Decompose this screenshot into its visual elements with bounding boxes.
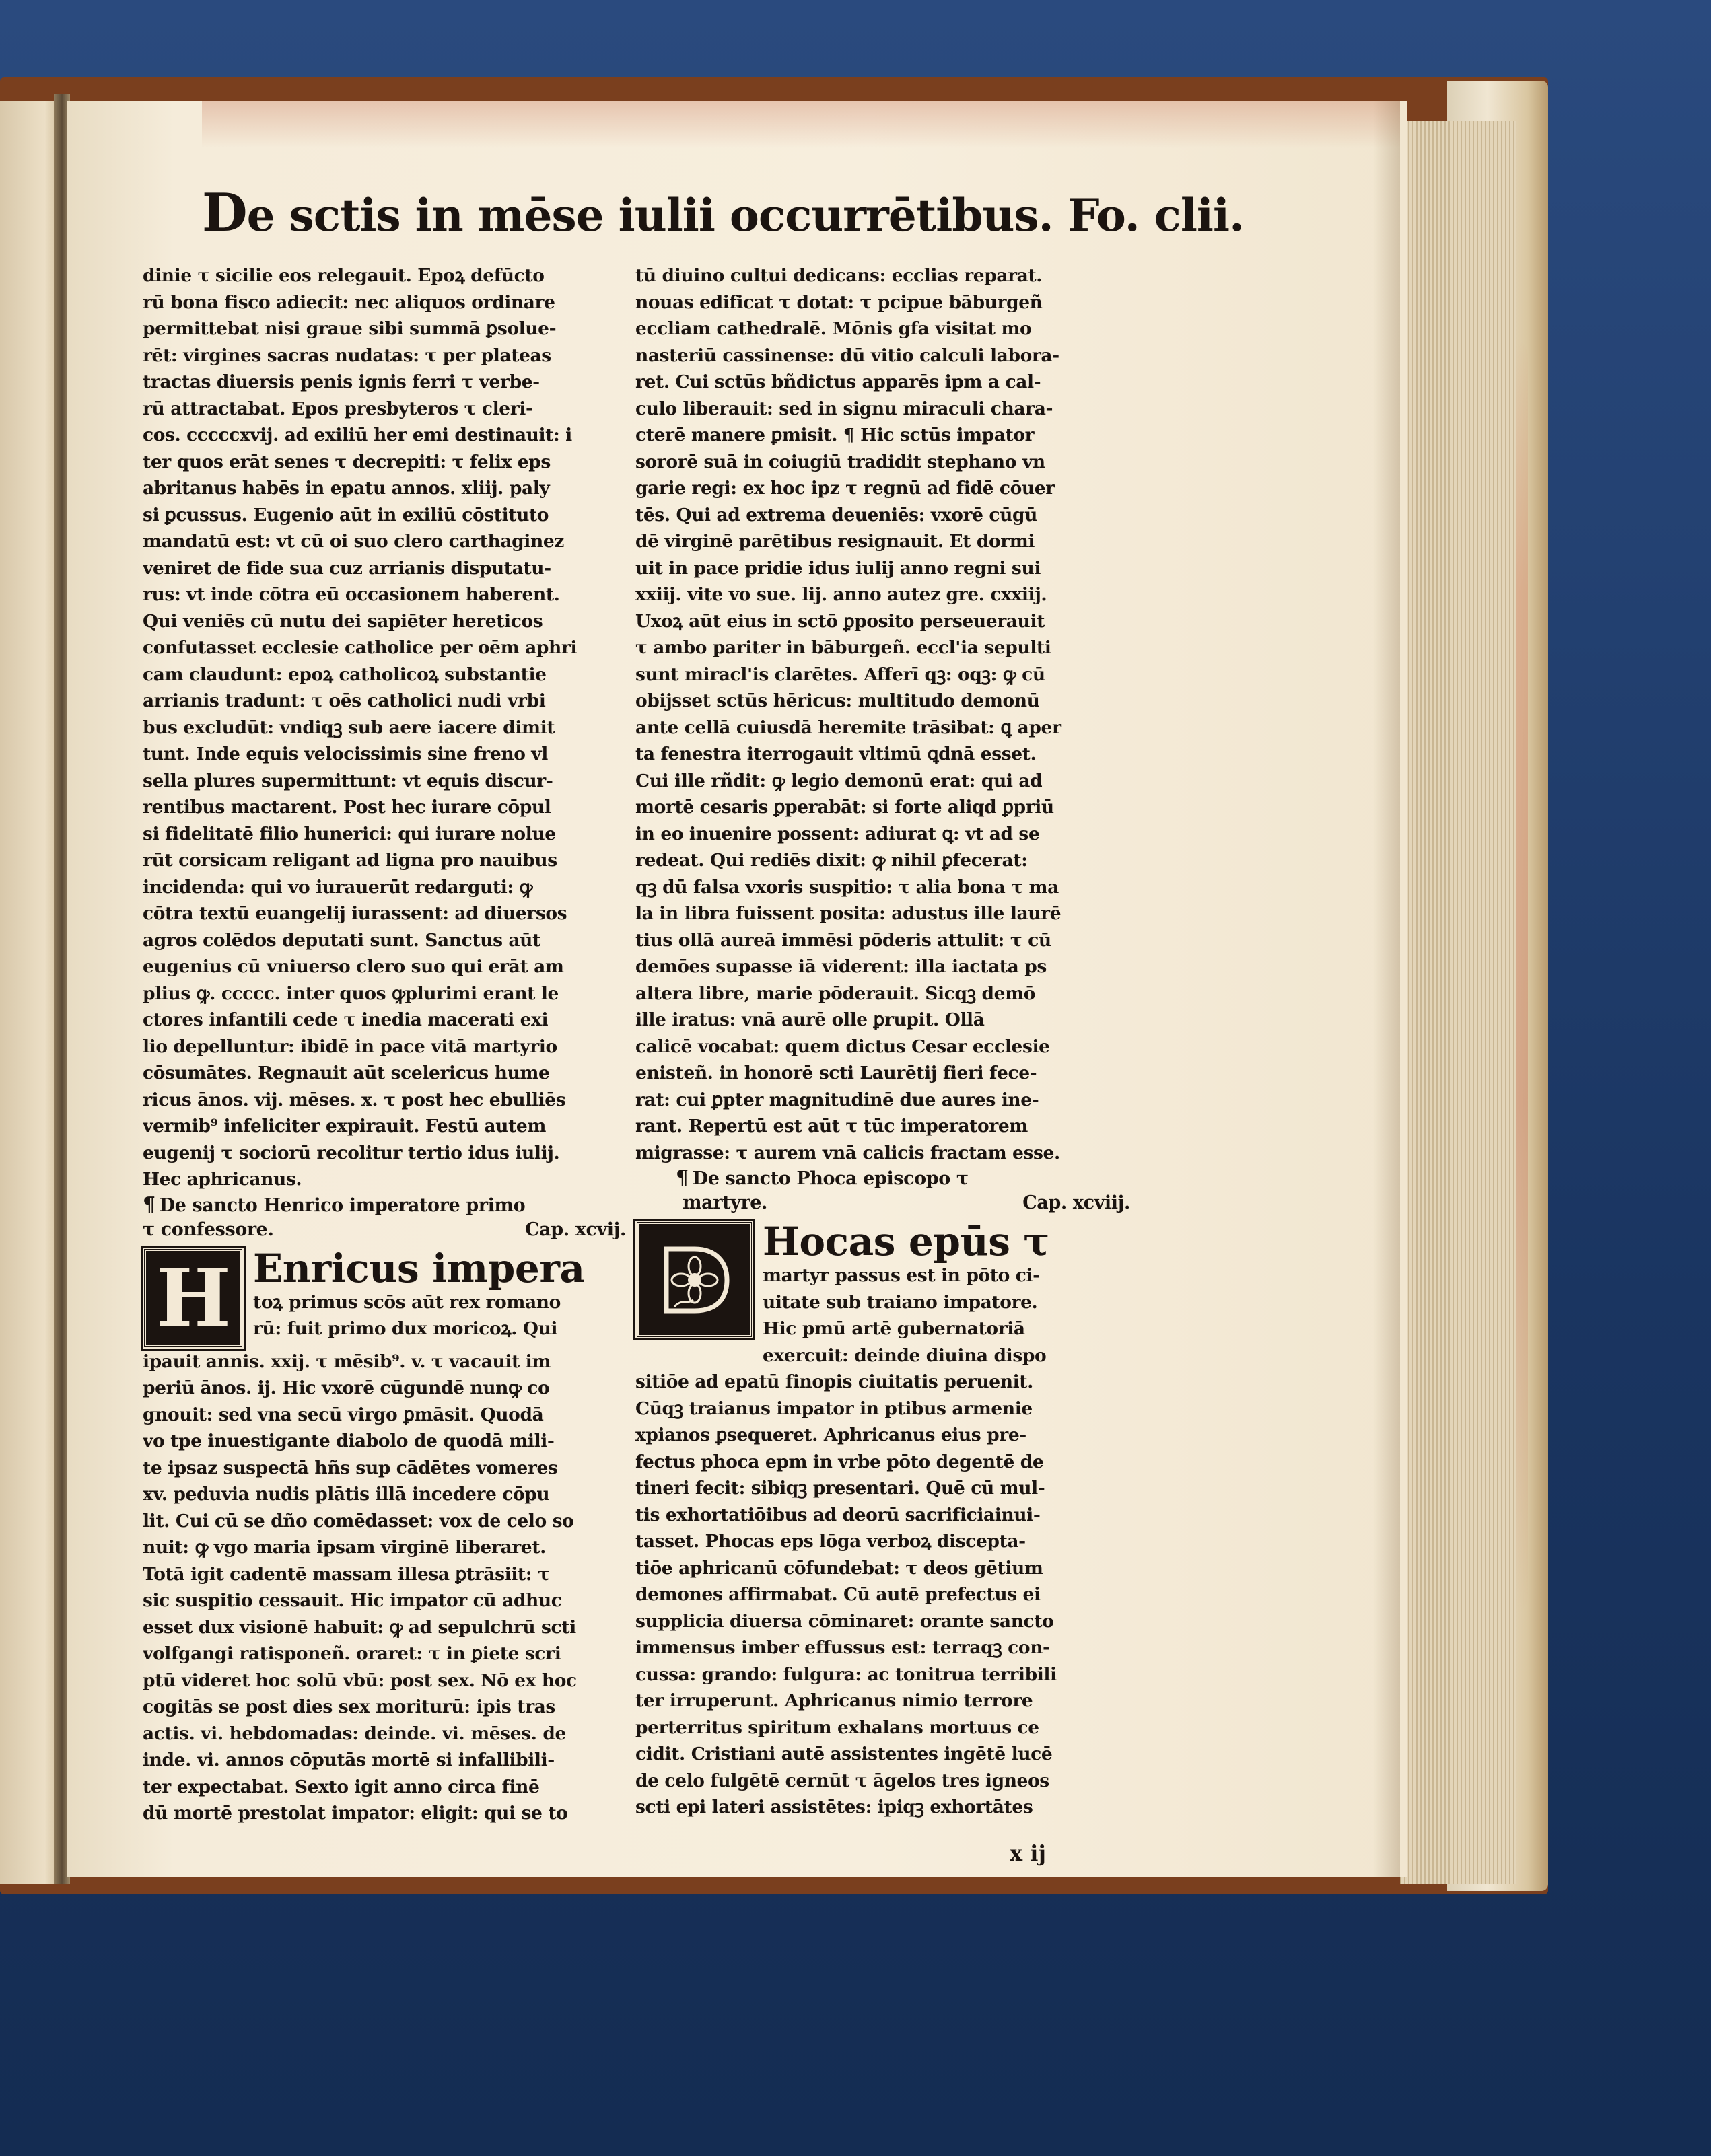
text-line: xpianos ꝑsequeret. Aphricanus eius pre- — [635, 1425, 1026, 1445]
text-line: Totā igit cadentē massam illesa ꝑtrāsiit: τ — [143, 1563, 550, 1585]
text-line: xv. peduvia nudis plātis illā incedere cōpu — [143, 1484, 550, 1505]
text-line: bus excludūt: vndiqꝫ sub aere iacere dimit — [143, 717, 555, 738]
running-head-text: e sctis in mēse iulii occurrētibus. Fo. clii. — [246, 189, 1245, 242]
text-line: uit in pace pridie idus iulij anno regni sui — [635, 557, 1041, 579]
text-line: ptū videret hoc solū vbū: post sex. Nō ex hoc — [143, 1669, 577, 1691]
page-stack-edge — [1400, 121, 1516, 1884]
text-line: si fidelitatē filio hunerici: qui iurare nolue — [143, 823, 556, 845]
text-line: eugenius cū vniuerso clero suo qui erāt am — [143, 956, 564, 977]
text-line: sitiōe ad epatū finopis ciuitatis peruenit. — [635, 1371, 1033, 1392]
text-line: rūt corsicam religant ad ligna pro nauibus — [143, 850, 557, 871]
text-line: te ipsaz suspectā hñs sup cādētes vomeres — [143, 1457, 558, 1478]
text-line: rū bona fisco adiecit: nec aliquos ordinare — [143, 291, 555, 313]
text-line: migrasse: τ aurem vnā calicis fractam esse. — [635, 1142, 1060, 1163]
left-column — [143, 262, 626, 1827]
right-column — [635, 262, 1130, 1821]
text-line: dū mortē prestolat impator: eligit: qui se to — [143, 1803, 568, 1824]
text-line: τ ambo pariter in bāburgeñ. eccl'ia sepulti — [635, 637, 1051, 658]
pilcrow-icon: ¶ — [143, 1192, 155, 1217]
text-line: la in libra fuissent posita: adustus ille laurē — [635, 903, 1061, 924]
text-line: Cūqꝫ traianus impator in ptibus armenie — [635, 1398, 1033, 1419]
text-line: Cui ille rñdit: ꝙ legio demonū erat: qui ad — [635, 770, 1043, 791]
text-line: xxiij. vite vo sue. lij. anno autez gre. cxxiij. — [635, 584, 1047, 605]
page-edge-shadow — [1373, 101, 1400, 1877]
decorated-initial-h: H — [143, 1248, 244, 1349]
page-top-stain — [202, 101, 1400, 148]
text-line: culo liberauit: sed in signu miraculi chara- — [635, 398, 1053, 419]
text-line: nouas edificat τ dotat: τ pcipue bāburgeñ — [635, 291, 1043, 313]
text-line: Uxoꝝ aūt eius in sctō ꝑposito perseuerauit — [635, 610, 1045, 632]
left-opening-word: Enricus impera — [253, 1245, 585, 1291]
text-line: de celo fulgētē cernūt τ āgelos tres igneos — [635, 1770, 1049, 1791]
text-line: ipauit annis. xxij. τ mēsib⁹. v. τ vacauit im — [143, 1351, 551, 1372]
text-line: ter quos erāt senes τ decrepiti: τ felix eps — [143, 451, 551, 472]
text-line: cussa: grando: fulgura: ac tonitrua terribili — [635, 1663, 1057, 1685]
text-line: tineri fecit: sibiqꝫ presentari. Quē cū mul- — [635, 1478, 1045, 1499]
text-line: si ꝑcussus. Eugenio aūt in exiliū cōstituto — [143, 504, 549, 526]
left-column-text-top — [143, 262, 626, 1193]
text-line: ta fenestra iterrogauit vltimū ꝗdnā esset. — [635, 744, 1037, 764]
text-line: mortē cesaris ꝑperabāt: si forte aliqd ꝑpriū — [635, 797, 1054, 818]
right-chapter-heading-cont: martyre. Cap. xcviij. — [635, 1191, 1130, 1215]
text-line: cidit. Cristiani autē assistentes ingētē lucē — [635, 1744, 1053, 1764]
text-line: Hic pmū artē gubernatoriā — [763, 1318, 1025, 1339]
signature-mark: x ij — [1010, 1840, 1046, 1866]
text-line: nasteriū cassinense: dū vitio calculi labora- — [635, 345, 1059, 366]
text-line: perterritus spiritum exhalans mortuus ce — [635, 1717, 1039, 1738]
text-line: ter irruperunt. Aphricanus nimio terrore — [635, 1690, 1033, 1711]
left-initial-text — [253, 1245, 585, 1349]
decorated-initial-d — [635, 1221, 753, 1338]
text-line: in eo inuenire possent: adiurat ꝗ: vt ad se — [635, 823, 1040, 845]
text-line: cos. cccccxvij. ad exiliū her emi destinauit: i — [143, 425, 572, 445]
text-line: immensus imber effussus est: terraqꝫ con- — [635, 1637, 1050, 1658]
left-initial-block — [143, 1245, 626, 1349]
text-line: ante cellā cuiusdā heremite trāsibat: ꝗ aper — [635, 717, 1061, 738]
text-line: enisteñ. in honorē scti Laurētij fieri fece- — [635, 1063, 1037, 1083]
text-line: plius ꝙ. ccccc. inter quos ꝙplurimi erant le — [143, 982, 559, 1004]
text-line: ret. Cui sctūs bñdictus apparēs ipm a cal- — [635, 371, 1041, 392]
text-line: rū attractabat. Epos presbyteros τ cleri- — [143, 398, 533, 419]
text-line: ter expectabat. Sexto igit anno circa finē — [143, 1776, 540, 1797]
flower-ornament-icon — [654, 1239, 735, 1320]
left-chapter-heading: ¶ De sancto Henrico imperatore primo — [143, 1192, 526, 1217]
text-line: ille iratus: vnā aurē olle ꝑrupit. Ollā — [635, 1009, 985, 1030]
text-line: sunt miracl'is clarētes. Afferī qꝫ: oqꝫ: ꝙ cū — [635, 663, 1045, 685]
text-line: cogitās se post dies sex moriturū: ipis tras — [143, 1696, 555, 1717]
text-line: uitate sub traiano impatore. — [763, 1291, 1038, 1313]
text-line: calicē vocabat: quem dictus Cesar ecclesie — [635, 1036, 1050, 1057]
text-line: demōes supasse iā viderent: illa iactata ps — [635, 956, 1047, 977]
text-line: redeat. Qui rediēs dixit: ꝙ nihil ꝑfecerat: — [635, 850, 1028, 871]
text-line: supplicia diuersa cōminaret: orante sancto — [635, 1610, 1054, 1632]
text-line: sella plures supermittunt: vt equis discur- — [143, 770, 553, 791]
right-chapter-number: Cap. xcviij. — [1022, 1192, 1130, 1213]
text-line: cterē manere ꝑmisit. ¶ Hic sctūs impator — [635, 425, 1035, 445]
text-line: dē virginē parētibus resignauit. Et dormi — [635, 531, 1035, 552]
text-line: altera libre, marie pōderauit. Sicqꝫ demō — [635, 982, 1036, 1004]
text-line: periū ānos. ij. Hic vxorē cūgundē nunꝙ co — [143, 1377, 550, 1398]
running-head — [202, 182, 1245, 244]
text-line: rū: fuit primo dux moricoꝝ. Qui — [253, 1318, 558, 1339]
text-line: sic suspitio cessauit. Hic impator cū adhuc — [143, 1590, 562, 1611]
text-line: inde. vi. annos cōputās mortē si infallibili- — [143, 1750, 555, 1770]
text-line: gnouit: sed vna secū virgo ꝑmāsit. Quodā — [143, 1404, 544, 1425]
text-line: tasset. Phocas eps lōga verboꝝ discepta- — [635, 1531, 1026, 1552]
text-line: abritanus habēs in epatu annos. xliij. paly — [143, 478, 550, 499]
right-initial-block — [635, 1221, 1130, 1369]
right-opening-word: Hocas epūs τ — [763, 1219, 1049, 1264]
text-line: tēs. Qui ad extrema deueniēs: vxorē cūgū — [635, 504, 1037, 526]
pilcrow-icon: ¶ — [676, 1166, 689, 1190]
text-line: obijsset sctūs hēricus: multitudo demonū — [635, 690, 1040, 711]
text-line: qꝫ dū falsa vxoris suspitio: τ alia bona τ ma — [635, 876, 1059, 898]
text-line: rat: cui ꝑpter magnitudinē due aures ine- — [635, 1089, 1039, 1110]
text-line: eccliam cathedralē. Mōnis gfa visitat mo — [635, 318, 1032, 339]
text-line: rant. Repertū est aūt τ tūc imperatorem — [635, 1116, 1028, 1137]
text-line: mandatū est: vt cū oi suo clero carthaginez — [143, 531, 564, 552]
left-column-text-bottom — [143, 1349, 626, 1827]
text-line: tractas diuersis penis ignis ferri τ verbe- — [143, 371, 540, 392]
right-column-text-top — [635, 262, 1130, 1166]
text-line: lio depelluntur: ibidē in pace vitā martyrio — [143, 1036, 557, 1057]
right-initial-text — [763, 1221, 1049, 1369]
text-line: cōtra textū euangelij iurassent: ad diuersos — [143, 903, 567, 924]
text-line: dinie τ sicilie eos relegauit. Epoꝝ defūcto — [143, 265, 545, 286]
text-line: incidenda: qui vo iurauerūt redarguti: ꝙ — [143, 876, 533, 898]
right-column-text-bottom — [635, 1369, 1130, 1821]
text-line: scti epi lateri assistētes: ipiqꝫ exhortātes — [635, 1797, 1033, 1818]
right-chapter-heading: ¶ De sancto Phoca episcopo τ — [676, 1166, 969, 1190]
text-line: nuit: ꝙ vgo maria ipsam virginē liberaret. — [143, 1537, 546, 1558]
left-chapter-heading-cont: τ confessore. Cap. xcvij. — [143, 1218, 626, 1242]
text-line: vermib⁹ infeliciter expirauit. Festū autem — [143, 1116, 546, 1137]
left-initial-lines — [253, 1289, 585, 1342]
text-line: martyr passus est in pōto ci- — [763, 1265, 1040, 1286]
text-line: ricus ānos. vij. mēses. x. τ post hec ebulliēs — [143, 1089, 566, 1110]
text-line: ctores infantili cede τ inedia macerati exi — [143, 1009, 549, 1030]
text-line: exercuit: deinde diuina dispo — [763, 1344, 1047, 1366]
text-line: fectus phoca epm in vrbe pōto degentē de — [635, 1451, 1044, 1472]
running-head-initial: D — [202, 182, 247, 244]
text-line: tunt. Inde equis velocissimis sine freno vl — [143, 744, 548, 764]
left-chapter-number: Cap. xcvij. — [525, 1219, 626, 1240]
text-line: vo tpe inuestigante diabolo de quodā mili- — [143, 1431, 555, 1451]
text-line: garie regi: ex hoc ipz τ regnū ad fidē cōuer — [635, 478, 1055, 499]
text-line: sororē suā in coiugiū tradidit stephano vn — [635, 451, 1045, 472]
text-line: tius ollā aureā immēsi pōderis attulit: τ cū — [635, 929, 1051, 951]
text-line: permittebat nisi graue sibi summā ꝑsolue- — [143, 318, 557, 339]
text-line: tū diuino cultui dedicans: ecclias reparat. — [635, 265, 1043, 286]
text-line: agros colēdos deputati sunt. Sanctus aūt — [143, 929, 540, 951]
text-line: cōsumātes. Regnauit aūt scelericus hume — [143, 1063, 550, 1083]
text-line: demones affirmabat. Cū autē prefectus ei — [635, 1584, 1041, 1605]
text-line: rēt: virgines sacras nudatas: τ per plateas — [143, 345, 551, 366]
text-line: volfgangi ratisponeñ. oraret: τ in ꝑiete scri — [143, 1643, 561, 1664]
text-line: rus: vt inde cōtra eū occasionem haberent. — [143, 584, 560, 605]
text-line: veniret de fide sua cuz arrianis disputatu- — [143, 557, 551, 579]
text-line: actis. vi. hebdomadas: deinde. vi. mēses. de — [143, 1723, 566, 1744]
text-line: Hec aphricanus. — [143, 1169, 302, 1190]
text-line: Qui veniēs cū nutu dei sapiēter hereticos — [143, 610, 543, 632]
text-line: esset dux visionē habuit: ꝙ ad sepulchrū scti — [143, 1616, 576, 1638]
text-line: eugenij τ sociorū recolitur tertio idus iulij. — [143, 1142, 560, 1163]
text-line: confutasset ecclesie catholice per oēm aphri — [143, 637, 578, 658]
text-line: toꝝ primus scōs aūt rex romano — [253, 1291, 561, 1313]
right-initial-lines — [763, 1262, 1049, 1369]
text-line: cam claudunt: epoꝝ catholicoꝝ substantie — [143, 663, 547, 685]
text-line: rentibus mactarent. Post hec iurare cōpul — [143, 797, 551, 818]
text-line: lit. Cui cū se dño comēdasset: vox de celo so — [143, 1510, 574, 1532]
text-line: tiōe aphricanū cōfundebat: τ deos gētium — [635, 1557, 1043, 1579]
text-line: tis exhortatiōibus ad deorū sacrificiainui- — [635, 1504, 1041, 1525]
text-line: arrianis tradunt: τ oēs catholici nudi vrbi — [143, 690, 546, 711]
